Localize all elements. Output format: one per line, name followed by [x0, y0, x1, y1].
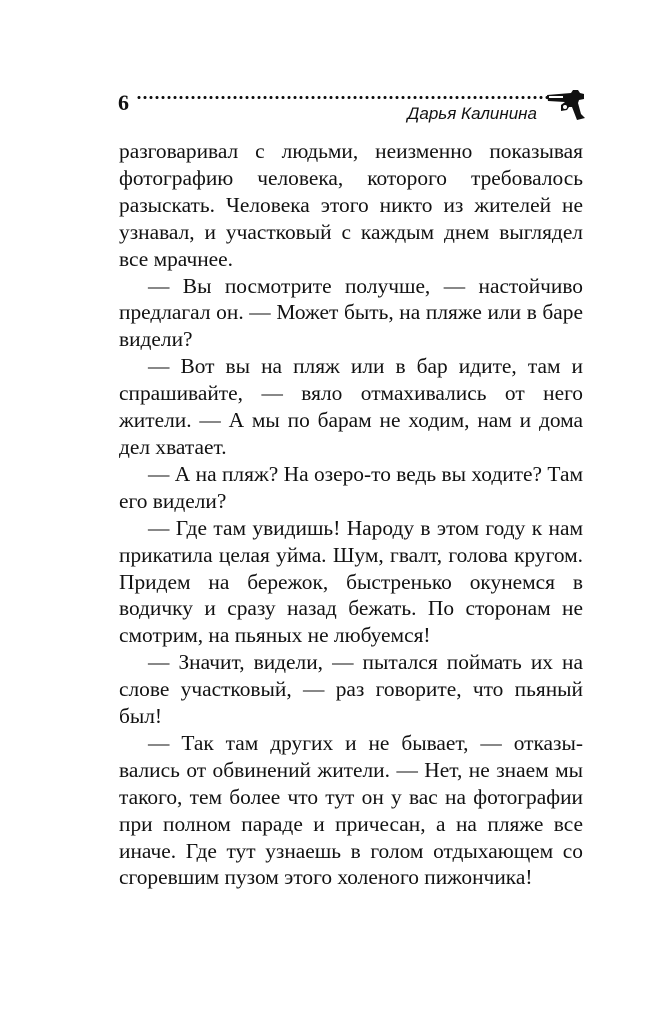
- revolver-icon: [545, 87, 587, 121]
- paragraph: разговаривал с людьми, неизменно показывая фотографию человека, которого требовалось разыскать. Человека этого никто из жителей не узнавал, и участковый с каждым днем выглядел все мрачнее.: [119, 139, 583, 271]
- paragraph: — Вот вы на пляж или в бар идите, там и спрашивайте, — вяло отмахивались от него жители. — А мы по барам не ходим, нам и дома дел хватает.: [119, 354, 583, 459]
- paragraph: — А на пляж? На озеро-то ведь вы ходите? Там его видели?: [119, 461, 583, 513]
- dot-leader: [136, 96, 550, 99]
- paragraph: — Где там увидишь! Народу в этом году к нам прикатила целая уйма. Шум, гвалт, голова кругом. Придем на бережок, быстренько окунемся в водичку и сразу назад бежать. По сторонам не смотрим, на пьяных не любуемся!: [119, 515, 583, 648]
- author-name: Дарья Калинина: [407, 104, 537, 123]
- body-text: [119, 138, 583, 891]
- page-number: 6: [118, 90, 129, 115]
- paragraph: — Так там других и не бывает, — отказывались от обвинений жители. — Нет, не знаем мы такого, тем более что тут он у вас на фотографии при полном параде и причесан, а на пляже все иначе. Где тут узнаешь в голом отдыхающем со сгоревшим пузом этого холеного пижончика!: [119, 730, 583, 890]
- paragraph: — Значит, видели, — пытался поймать их на слове участковый, — раз говорите, что пьяный был!: [119, 650, 583, 729]
- running-header: [0, 0, 662, 140]
- paragraph: — Вы посмотрите получше, — настойчиво предлагал он. — Может быть, на пляже или в баре видели?: [119, 273, 583, 352]
